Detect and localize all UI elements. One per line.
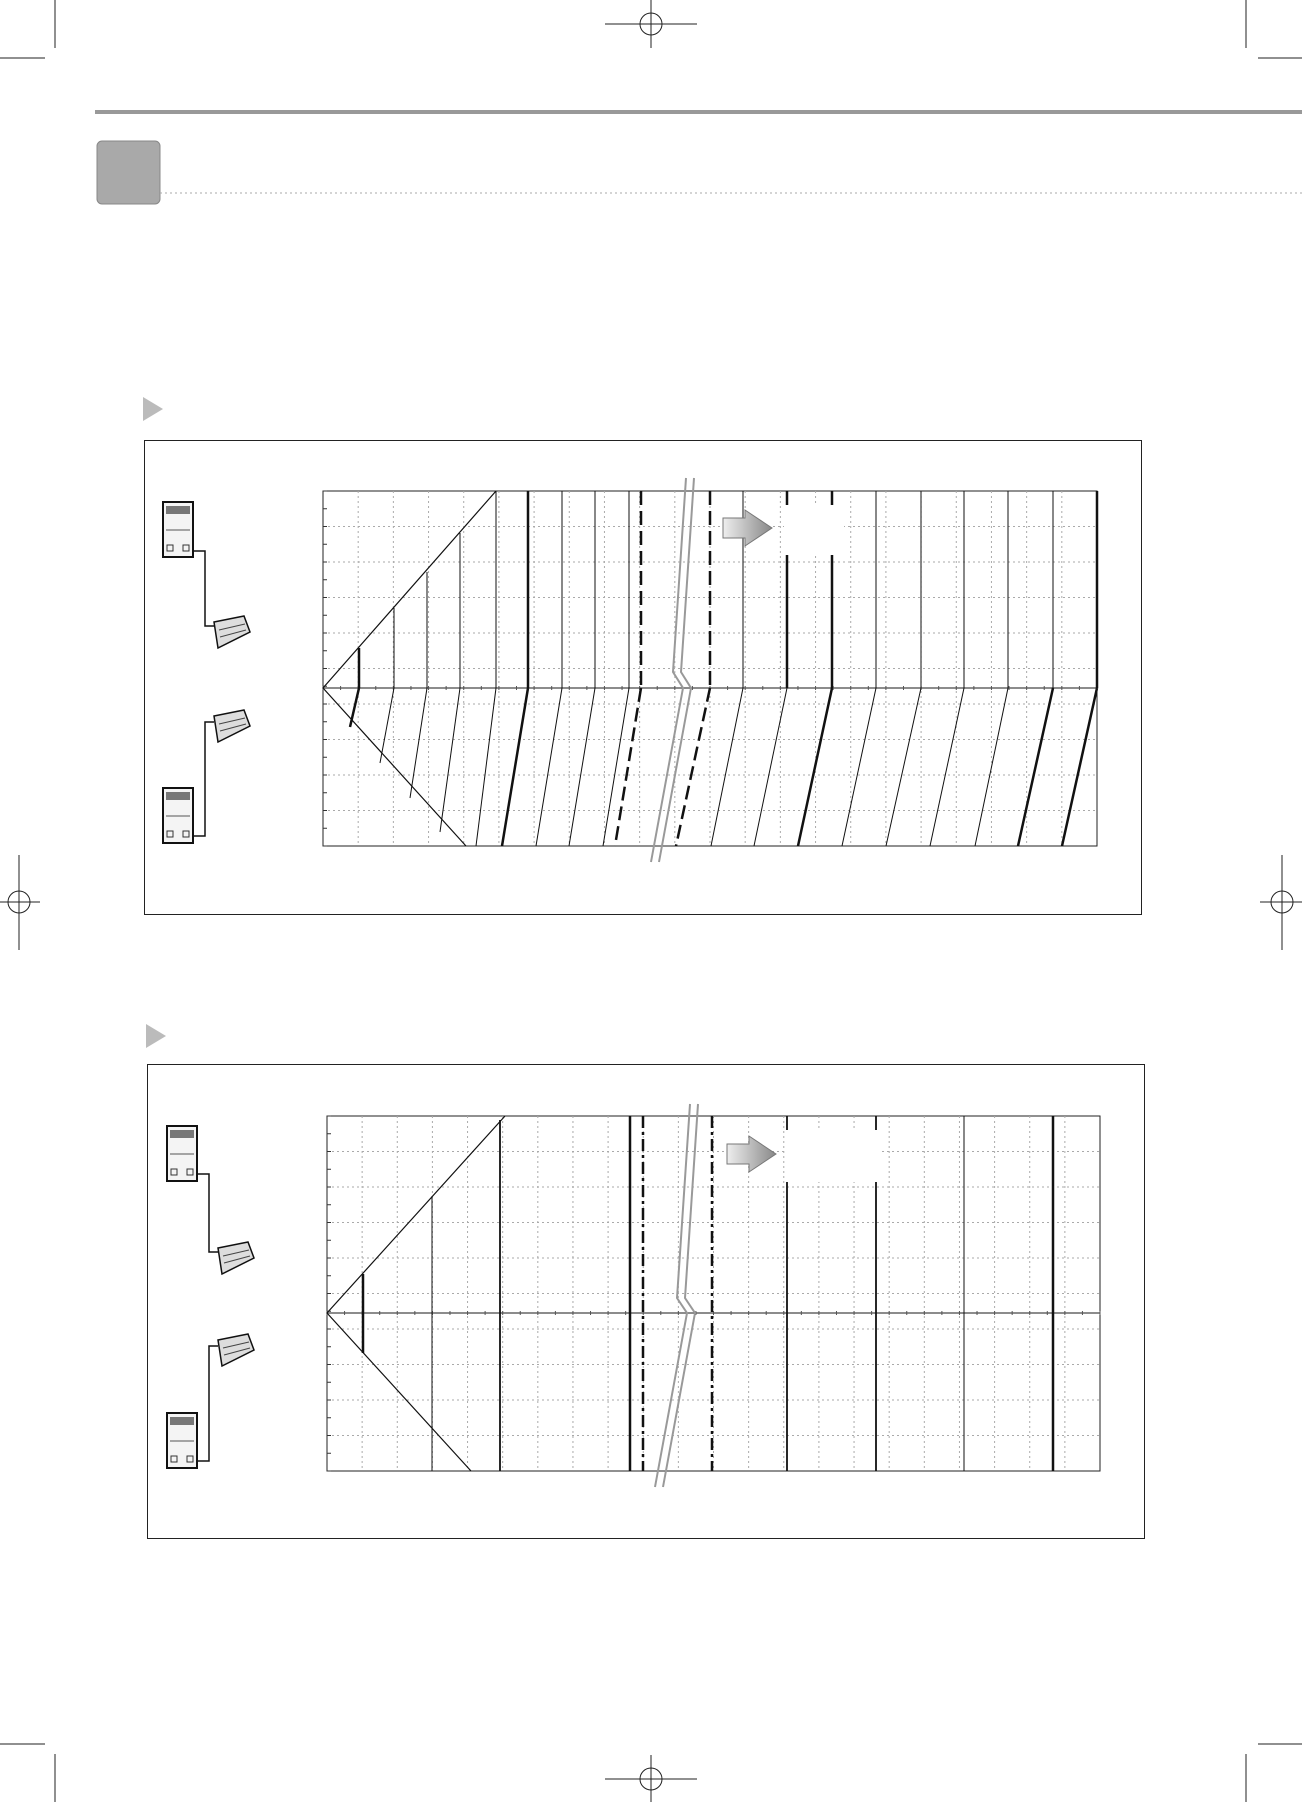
indoor-cassette-unit-icon — [218, 1334, 254, 1366]
piping-line — [197, 1346, 218, 1461]
piping-line — [197, 1174, 220, 1252]
label-mask — [786, 1130, 882, 1182]
outdoor-unit-icon — [167, 1413, 197, 1468]
outdoor-unit-icon — [167, 1126, 197, 1181]
right-arrow-icon — [727, 1136, 776, 1172]
chart-2-equipment — [167, 1126, 254, 1468]
chart-2-grid — [327, 1116, 1100, 1471]
indoor-cassette-unit-icon — [218, 1242, 254, 1274]
axis-break-marker — [655, 1104, 698, 1487]
